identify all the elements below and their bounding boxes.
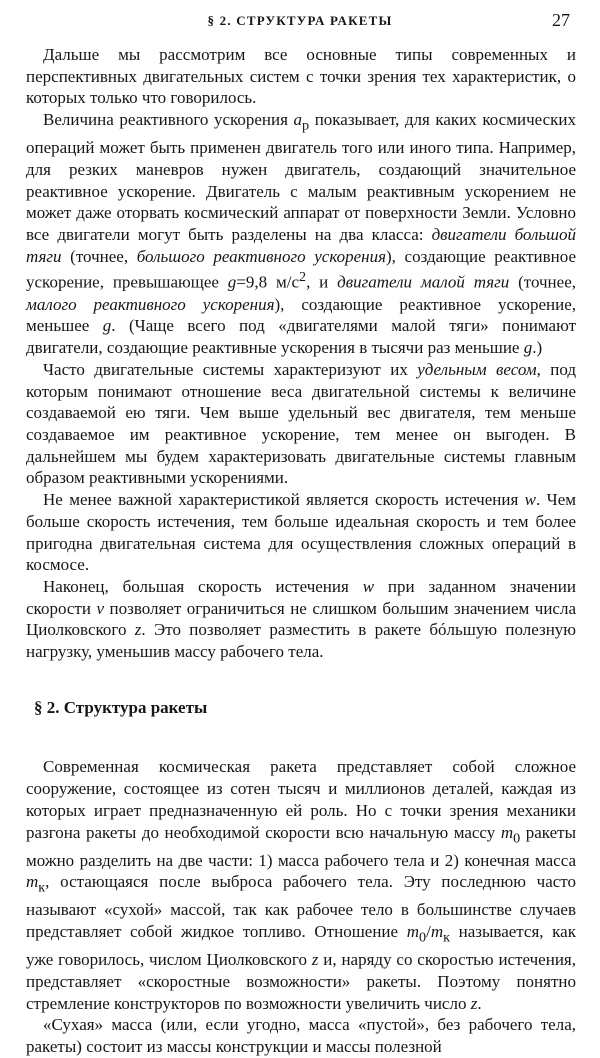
text-run: . Чем больше скорость истечения, тем больше идеальная скорость и тем более пригодна двигательная система для осуществления сложных операций в космосе. xyxy=(26,490,576,575)
text-run: большого реактивного ускорения xyxy=(136,246,387,266)
running-head: § 2. СТРУКТУРА РАКЕТЫ xyxy=(207,13,393,28)
text-run: m xyxy=(26,872,39,892)
text-run: ), создающие реактивное ускорение, меньшее xyxy=(26,294,576,336)
section-paragraph-1 xyxy=(26,756,576,1014)
section-heading: § 2. Структура ракеты xyxy=(34,697,208,717)
paragraph-1: Дальше мы рассмотрим все основные типы современных и перспективных двигательных систем с точки зрения тех характеристик, о которых только что говорилось. xyxy=(26,45,576,108)
paragraph-5 xyxy=(26,576,576,663)
paragraph-4 xyxy=(26,489,576,576)
text-run: к xyxy=(38,879,46,896)
text-run: g xyxy=(523,338,533,358)
text-run: z xyxy=(134,620,142,640)
text-run: ракеты можно разделить на две части: 1) масса рабочего тела и 2) конечная масса xyxy=(26,822,577,870)
text-run: удельным весом xyxy=(417,359,537,379)
text-run: 0 xyxy=(513,829,521,846)
text-run: p xyxy=(302,117,310,134)
text-run: (точнее, xyxy=(509,273,576,293)
text-run: , и xyxy=(306,273,338,293)
text-run: 2 xyxy=(299,269,307,286)
text-run: g xyxy=(227,273,237,293)
page-number: 27 xyxy=(552,10,570,30)
text-run: двигатели малой тяги xyxy=(337,273,510,293)
paragraph-2 xyxy=(26,109,576,359)
text-run: / xyxy=(426,922,431,942)
text-run: z xyxy=(311,950,319,970)
text-run: малого реактивного ускорения xyxy=(26,294,275,314)
text-run: g xyxy=(102,316,112,336)
section-paragraph-2: «Сухая» масса (или, если угодно, масса «пустой», без рабочего тела, ракеты) состоит из массы конструкции и массы полезной xyxy=(26,1015,576,1057)
text-run: показывает, для каких космических операций может быть применен двигатель того или иного типа. Например, для резких маневров нужен двигатель, создающий значительное реактивное ускорение. Двигатель с малым реактивным ускорением не может даже оторвать космический аппарат от поверхности Земли. Условно все двигатели могут быть разделены на два класса: xyxy=(26,110,576,245)
text-run: w xyxy=(524,490,537,510)
text-run: позволяет ограничиться не слишком большим значением числа Циолковского xyxy=(26,598,577,640)
text-run: a xyxy=(293,110,303,130)
text-run: при заданном значении скорости xyxy=(26,576,576,618)
text-run: , остающаяся после выброса рабочего тела. Эту последнюю часто называют «сухой» массой, так как рабочее тело в большинстве случаев представляет собой жидкое топливо. Отношение xyxy=(26,872,576,942)
text-run: и, наряду со скоростью истечения, представляет «скоростные возможности» ракеты. Поэтому понятно стремление конструкторов по возможности увеличить число xyxy=(26,950,576,1013)
text-run: m xyxy=(500,822,514,842)
page-body xyxy=(26,44,576,1058)
text-run: .) xyxy=(532,338,543,358)
text-run: Современная космическая ракета представляет собой сложное сооружение, состоящее из сотен тысяч и миллионов деталей, каждая из которых играет предназначенную ей роль. Но с точки зрения механики разгона ракеты до необходимой скорости всю начальную массу xyxy=(26,757,576,842)
text-run: к xyxy=(443,929,450,946)
text-run: w xyxy=(362,576,375,596)
text-run: Часто двигательные системы характеризуют их xyxy=(43,359,418,379)
text-run: . xyxy=(477,993,482,1013)
text-run: . (Чаще всего под «двигателями малой тяги» понимают двигатели, создающие реактивные ускорения в тысячи раз меньшие xyxy=(26,316,576,358)
text-run: ), создающие реактивное ускорение, превышающее xyxy=(26,246,576,293)
text-run: называется, как уже говорилось, числом Циолковского xyxy=(26,922,576,970)
text-run: =9,8 м/с xyxy=(236,273,299,293)
text-run: двигатели большой тяги xyxy=(26,225,576,266)
paragraph-3 xyxy=(26,359,576,489)
text-run: , под которым понимают отношение веса двигательной системы к величине создаваемой ею тяги. Чем выше удельный вес двигателя, тем меньше создаваемое им реактивное ускорение, тем менее он выгоден. В дальнейшем мы будем характеризовать двигательные системы главным образом реактивными ускорениями. xyxy=(26,359,576,488)
text-run: m xyxy=(406,922,419,942)
text-run: Не менее важной характеристикой является скорость истечения xyxy=(43,490,525,510)
text-run: Наконец, большая скорость истечения xyxy=(43,576,363,596)
text-run: v xyxy=(96,598,104,618)
text-run: 0 xyxy=(419,929,427,946)
text-run: (точнее, xyxy=(61,246,137,266)
text-run: z xyxy=(470,993,478,1013)
text-run: . Это позволяет разместить в ракете бóльшую полезную нагрузку, уменьшив массу рабочего тела. xyxy=(26,620,576,662)
text-run: Величина реактивного ускорения xyxy=(43,110,294,130)
text-run: m xyxy=(430,922,444,942)
